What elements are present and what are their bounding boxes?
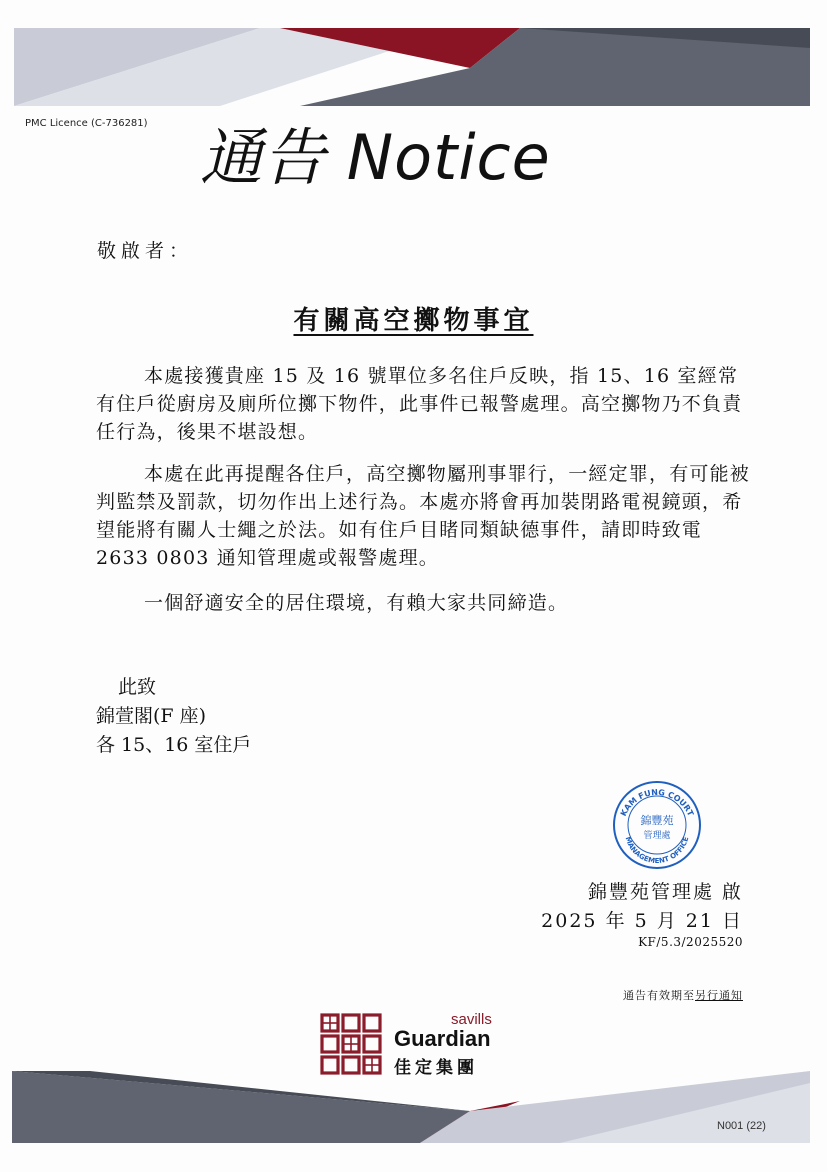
brand-savills: savills [451, 1011, 492, 1028]
notice-subject-text: 有關高空擲物事宜 [293, 306, 534, 336]
closing-line: 此致 [118, 676, 157, 698]
management-office-stamp [611, 779, 703, 871]
brand-chinese-name: 佳定集團 [394, 1058, 478, 1078]
reference-number: KF/5.3/2025520 [638, 935, 743, 949]
logo-grid-icon [320, 1013, 384, 1075]
validity-note [623, 987, 743, 1003]
company-logo [320, 1011, 520, 1079]
recipient-building: 錦萱閣(F 座) [96, 705, 207, 727]
body-paragraph: 本處在此再提醒各住戶，高空擲物屬刑事罪行，一經定罪，有可能被判監禁及罰款，切勿作出上述行為。本處亦將會再加裝閉路電視鏡頭，希望能將有關人士繩之於法。如有住戶目睹同類缺德事件，請即時致電 2633 0803 通知管理處或報警處理。 [96, 463, 751, 569]
header-band [0, 28, 827, 106]
notice-subject [0, 300, 827, 337]
body-paragraph: 一個舒適安全的居住環境，有賴大家共同締造。 [144, 592, 569, 614]
pmc-licence: PMC Licence (C-736281) [25, 118, 148, 129]
stamp-cn-line1: 錦豐苑 [640, 814, 674, 827]
issue-date: 2025 年 5 月 21 日 [541, 910, 743, 932]
stamp-text-top: KAM FUNG COURT [618, 787, 696, 818]
salutation: 敬啟者： [97, 240, 194, 262]
signature-block [541, 878, 743, 936]
stamp-text-bottom: MANAGEMENT OFFICE [623, 835, 691, 866]
sender: 錦豐苑管理處 啟 [587, 881, 743, 903]
recipient-units: 各 15、16 室住戶 [96, 734, 252, 756]
brand-guardian: Guardian [394, 1026, 491, 1051]
form-code: N001 (22) [717, 1120, 766, 1132]
validity-prefix: 通告有效期至 [623, 989, 695, 1002]
footer-band [0, 1071, 827, 1143]
page-title: 通告 Notice [200, 121, 551, 194]
validity-until: 另行通知 [695, 989, 743, 1002]
closing-block [96, 673, 251, 760]
stamp-cn-line2: 管理處 [643, 831, 671, 841]
body-paragraph: 本處接獲貴座 15 及 16 號單位多名住戶反映，指 15、16 室經常有住戶從廚房及廁所位擲下物件，此事件已報警處理。高空擲物乃不負責任行為，後果不堪設想。 [96, 365, 743, 443]
